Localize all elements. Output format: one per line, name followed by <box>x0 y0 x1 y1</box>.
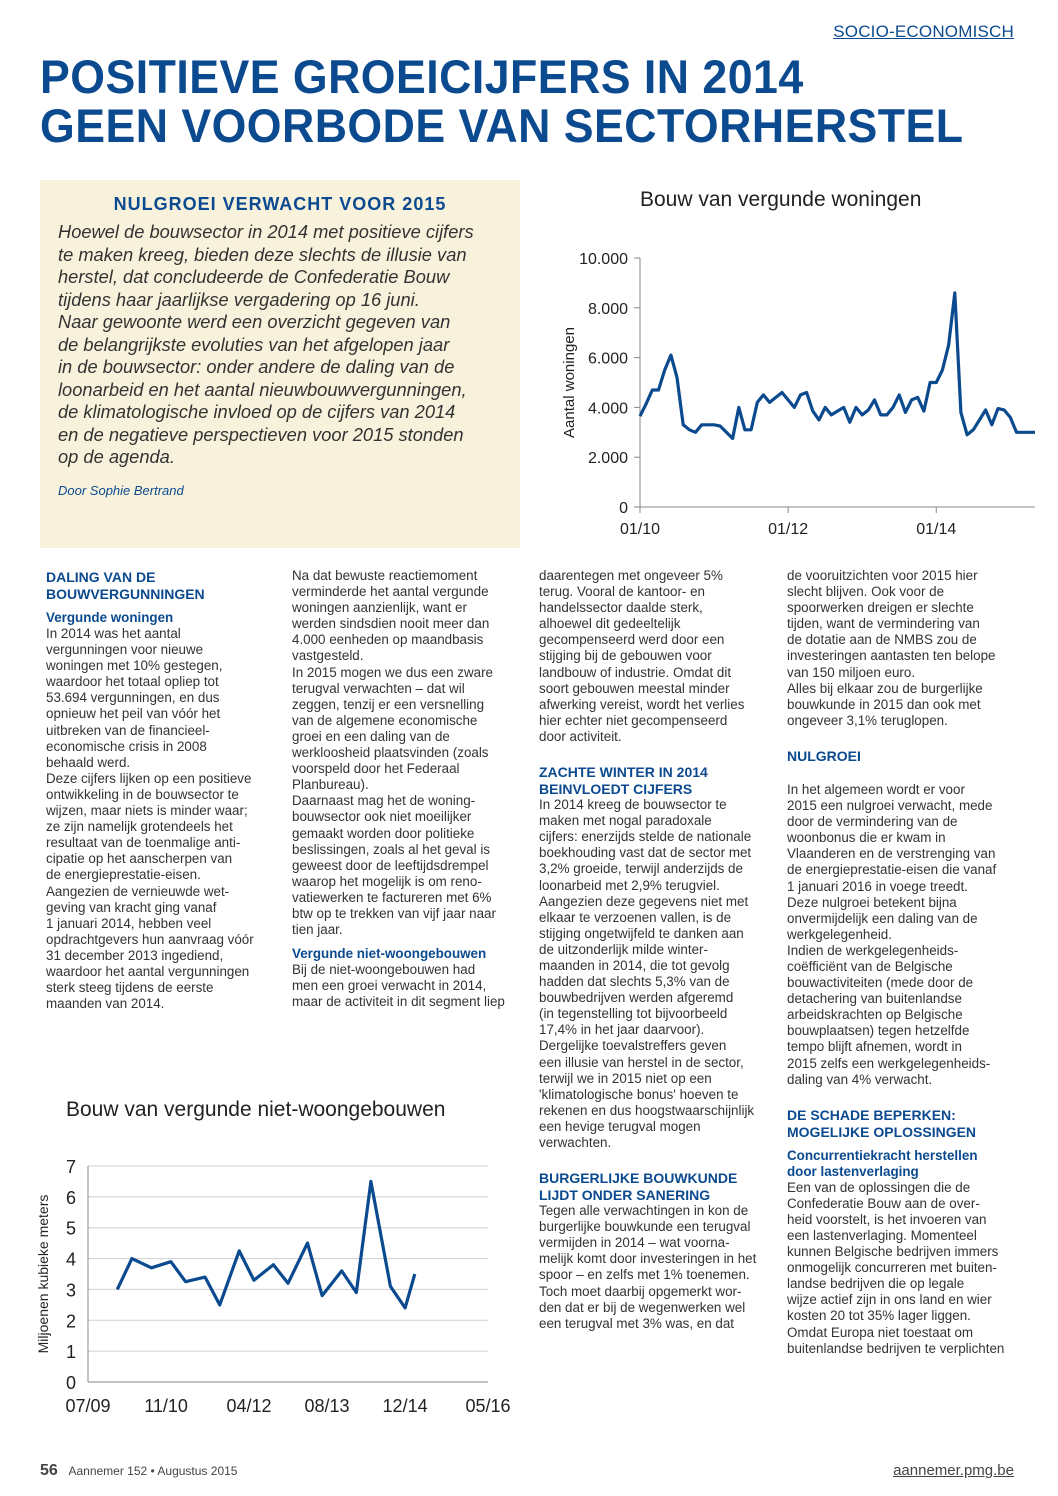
y-tick-label: 1 <box>65 1342 76 1363</box>
body-line: ontwikkeling in de bouwsector te <box>46 786 239 802</box>
body-line: loonarbeid met 2,9% terugviel. <box>539 877 720 893</box>
body-line: 17,4% in het jaar daarvoor). <box>539 1022 705 1038</box>
chart-title-woningen: Bouw van vergunde woningen <box>640 188 922 211</box>
body-line: handelssector daalde sterk, <box>539 600 703 616</box>
body-line: een lastenverlaging. Momenteel <box>787 1228 977 1243</box>
body-line: alhoewel dit gedeeltelijk <box>539 616 681 632</box>
body-line: onvermijdelijk een daling van de <box>787 910 978 926</box>
page-number: 56 <box>40 1462 58 1479</box>
body-line: Dergelijke toevalstreffers geven <box>539 1038 727 1054</box>
section-heading: ZACHTE WINTER IN 2014 <box>539 764 708 781</box>
body-line: hadden dat slechts 5,3% van de <box>539 974 730 990</box>
body-line: van de algemene economische <box>292 712 478 728</box>
body-line: werkgelegenheid. <box>787 926 892 942</box>
byline: Door Sophie Bertrand <box>58 482 184 498</box>
body-line: burgerlijke bouwkunde een terugval <box>539 1219 751 1235</box>
intro-heading: NULGROEI VERWACHT VOOR 2015 <box>113 194 447 214</box>
spacer <box>539 745 759 763</box>
body-line: zeggen, tenzij er een versnelling <box>292 696 485 712</box>
section-heading: BEINVLOEDT CIJFERS <box>539 781 693 798</box>
body-line: cijfers: enerzijds stelde de nationale <box>539 829 752 845</box>
body-line: maanden van 2014. <box>46 996 165 1012</box>
body-line: bouwsector ook niet moeilijker <box>292 809 472 825</box>
y-tick-label: 4 <box>65 1249 76 1270</box>
body-line: Planbureau). <box>292 777 369 793</box>
body-line: boekhouding vast dat de sector met <box>539 845 752 861</box>
article-column-3 <box>539 568 759 1332</box>
body-line: vergunningen voor nieuwe <box>46 642 204 658</box>
body-line: coëfficiënt van de Belgische <box>787 958 953 974</box>
body-line: geweest door de leeftijdsdrempel <box>292 857 489 873</box>
chart-title-niet-woongebouwen: Bouw van vergunde niet-woongebouwen <box>66 1098 446 1121</box>
spacer <box>787 1088 1007 1106</box>
body-line: de energieprestatie-eisen die vanaf <box>787 862 997 878</box>
body-line: (in tegenstelling tot bijvoorbeeld <box>539 1006 728 1022</box>
body-line: de vooruitzichten voor 2015 hier <box>787 568 978 583</box>
title-line-2: GEEN VOORBODE VAN SECTORHERSTEL <box>40 99 964 152</box>
body-line: verminderde het aantal vergunde <box>292 584 489 600</box>
issue-label: Aannemer 152 • Augustus 2015 <box>68 1464 238 1478</box>
section-heading: NULGROEI <box>787 747 861 764</box>
body-line: kunnen Belgische bedrijven immers <box>787 1244 999 1260</box>
body-line: gemaakt worden door politieke <box>292 825 475 841</box>
body-line: 2015 zelfs een werkgelegenheids- <box>787 1055 991 1071</box>
y-axis-label: Miljoenen kubieke meters <box>35 1194 51 1354</box>
section-heading: BURGERLIJKE BOUWKUNDE <box>539 1170 738 1187</box>
intro-line: Naar gewoonte werd een overzicht gegeven van <box>58 311 451 332</box>
body-line: werden sindsdien nooit meer dan <box>292 616 490 632</box>
intro-line: de belangrijkste evoluties van het afgelopen jaar <box>58 333 450 355</box>
body-line: cipatie op het aanscherpen van <box>46 851 233 867</box>
body-line: slecht blijven. Ook voor de <box>787 584 945 600</box>
section-heading: MOGELIJKE OPLOSSINGEN <box>787 1123 977 1140</box>
x-tick-label: 11/10 <box>144 1396 188 1416</box>
body-line: voorspeld door het Federaal <box>292 761 460 777</box>
body-line: een illusie van herstel in de sector, <box>539 1054 744 1070</box>
intro-text <box>58 221 502 469</box>
body-line: 53.694 vergunningen, en dus <box>46 690 220 706</box>
body-line: melijk komt door investeringen in het <box>539 1251 757 1267</box>
body-line: verwachten. <box>539 1135 612 1150</box>
footer-issue <box>40 1462 237 1480</box>
body-line: heid voorstelt, is het invoeren van <box>787 1211 987 1227</box>
body-line: bouwbedrijven werden afgeremd <box>539 990 734 1006</box>
body-line: waardoor het totaal opliep tot <box>46 674 219 690</box>
x-tick-label: 01/12 <box>768 521 809 538</box>
article-column-1 <box>46 568 266 1012</box>
body-line: Confederatie Bouw aan de over- <box>787 1195 980 1211</box>
intro-line: in de bouwsector: onder andere de daling van de <box>58 356 455 377</box>
body-line: bouwkunde in 2015 dan ook met <box>787 696 981 712</box>
body-line: woonbonus die er kwam in <box>787 830 946 846</box>
intro-line: te maken kreeg, bieden deze slechts de illusie van <box>58 243 467 265</box>
body-line: investeringen aantasten ten belope <box>787 648 996 664</box>
y-tick-label: 6.000 <box>587 350 628 368</box>
body-line: sterk steeg tijdens de eerste <box>46 980 214 996</box>
body-line: 31 december 2013 ingediend, <box>46 947 224 963</box>
body-line: spoorwerken dreigen er slechte <box>787 600 974 616</box>
section-heading: DALING VAN DE <box>46 569 156 585</box>
body-line: woningen met 10% gestegen, <box>46 658 223 674</box>
body-line: Toch moet daarbij opgemerkt wor- <box>539 1283 742 1299</box>
body-line: Een van de oplossingen die de <box>787 1179 971 1195</box>
y-tick-label: 6 <box>65 1187 76 1208</box>
body-line: Indien de werkgelegenheids- <box>787 942 959 958</box>
body-line: landbouw of industrie. Omdat dit <box>539 664 732 680</box>
body-line: terug. Vooral de kantoor- en <box>539 584 706 600</box>
body-line: Bij de niet-woongebouwen had <box>292 962 476 978</box>
y-tick-label: 2 <box>65 1311 76 1332</box>
body-line: In 2015 mogen we dus een zware <box>292 664 493 680</box>
body-line: terugval verwachten – dat wil <box>292 680 465 696</box>
page-title <box>40 52 981 150</box>
body-line: behaald werd. <box>46 754 131 770</box>
body-line: 3,2% groeide, terwijl anderzijds de <box>539 861 743 877</box>
intro-line: tijdens haar jaarlijkse vergadering op 16 juni. <box>58 288 420 310</box>
section-heading: BOUWVERGUNNINGEN <box>46 586 205 602</box>
y-tick-label: 3 <box>65 1280 76 1301</box>
y-tick-label: 0 <box>65 1373 76 1393</box>
body-line: tempo blijft afnemen, wordt in <box>787 1039 962 1055</box>
body-line: bouwplaatsen) tegen hetzelfde <box>787 1023 970 1039</box>
body-line: Daarnaast mag het de woning- <box>292 793 476 809</box>
body-line: btw op te trekken van vijf jaar naar <box>292 905 496 921</box>
body-line: opdrachtgevers hun aanvraag vóór <box>46 931 254 947</box>
body-line: Na dat bewuste reactiemoment <box>292 568 478 583</box>
article-column-4 <box>787 568 1007 1357</box>
body-line: bouwactiviteiten (mede door de <box>787 975 974 991</box>
y-tick-label: 10.000 <box>579 251 628 268</box>
series-line <box>640 293 1035 439</box>
body-line: door de vermindering van de <box>787 814 958 830</box>
x-tick-label: 04/12 <box>226 1396 272 1416</box>
body-line: Tegen alle verwachtingen in kon de <box>539 1203 749 1219</box>
y-axis-label: Aantal woningen <box>561 327 578 438</box>
body-line: een hevige terugval mogen <box>539 1118 701 1134</box>
subheading: Vergunde woningen <box>46 610 174 625</box>
body-line: Alles bij elkaar zou de burgerlijke <box>787 680 983 696</box>
subheading: Vergunde niet-woongebouwen <box>292 946 487 962</box>
body-line: rekenen en dus hoogstwaarschijnlijk <box>539 1102 755 1118</box>
x-tick-label: 08/13 <box>304 1396 350 1416</box>
title-line-1: POSITIEVE GROEICIJFERS IN 2014 <box>40 50 804 103</box>
body-line: 1 januari 2014, hebben veel <box>46 915 212 931</box>
chart-woningen <box>548 218 1048 558</box>
x-tick-label: 05/16 <box>465 1396 511 1416</box>
body-line: arbeidskrachten op Belgische <box>787 1007 963 1023</box>
section-heading: LIJDT ONDER SANERING <box>539 1187 711 1204</box>
section-tag: SOCIO-ECONOMISCH <box>833 22 1014 41</box>
body-line: maken met nogal paradoxale <box>539 813 712 829</box>
body-line: de dotatie aan de NMBS zou de <box>787 632 977 648</box>
body-line: stijging ongetwijfeld te danken aan <box>539 925 744 941</box>
body-line: 2015 een nulgroei verwacht, mede <box>787 798 993 814</box>
body-line: Deze nulgroei betekent bijna <box>787 894 957 910</box>
body-line: buitenlandse bedrijven te verplichten <box>787 1340 1005 1356</box>
subheading: Concurrentiekracht herstellen <box>787 1147 978 1163</box>
body-line: maanden in 2014, die tot gevolg <box>539 957 730 973</box>
body-line: vastgesteld. <box>292 648 364 664</box>
body-line: detachering van buitenlandse <box>787 991 962 1007</box>
body-line: ze zijn namelijk grotendeels het <box>46 819 233 835</box>
section-heading: DE SCHADE BEPERKEN: <box>787 1106 956 1123</box>
body-line: door activiteit. <box>539 728 622 744</box>
body-line: hier echter niet gecompenseerd <box>539 712 728 728</box>
series-line <box>117 1181 415 1308</box>
body-line: wijzen, maar niets is minder waar; <box>46 803 248 819</box>
intro-line: de klimatologische invloed op de cijfers van 2014 <box>58 401 456 422</box>
body-line: elkaar te verzoenen vallen, is de <box>539 909 732 925</box>
spacer <box>787 729 1007 747</box>
body-line: soort gebouwen meestal minder <box>539 680 730 696</box>
body-line: ongeveer 3,1% teruglopen. <box>787 712 948 728</box>
body-line: woningen aanzienlijk, want er <box>292 600 467 616</box>
y-tick-label: 0 <box>619 500 628 517</box>
body-line: opnieuw het peil van vóór het <box>46 706 221 722</box>
y-tick-label: 8.000 <box>587 300 628 318</box>
intro-line: Hoewel de bouwsector in 2014 met positieve cijfers <box>58 221 474 242</box>
body-line: terwijl we in 2015 niet op een <box>539 1070 712 1086</box>
body-line: In 2014 was het aantal <box>46 626 181 641</box>
body-line: maar de activiteit in dit segment liep <box>292 994 505 1010</box>
body-line: 1 januari 2016 in voege treedt. <box>787 878 968 894</box>
body-line: uitbreken van de financieel- <box>46 722 210 738</box>
body-line: 4.000 eenheden op maandbasis <box>292 632 484 648</box>
intro-line: op de agenda. <box>58 446 175 467</box>
body-line: Deze cijfers lijken op een positieve <box>46 770 252 786</box>
body-line: wijze actief zijn in ons land en wier <box>787 1292 992 1308</box>
y-tick-label: 4.000 <box>587 400 628 418</box>
body-line: geving van kracht ging vanaf <box>46 899 217 915</box>
body-line: tien jaar. <box>292 922 343 938</box>
body-line: kosten 20 tot 35% lager liggen. <box>787 1308 971 1324</box>
body-line: men een groei verwacht in 2014, <box>292 978 487 994</box>
body-line: Omdat Europa niet toestaat om <box>787 1324 974 1340</box>
body-line: afwerking vereist, wordt het verlies <box>539 696 745 712</box>
body-line: van 150 miljoen euro. <box>787 664 916 680</box>
body-line: onmogelijk concurreren met buiten- <box>787 1260 997 1276</box>
spacer <box>787 764 1007 782</box>
x-tick-label: 12/14 <box>382 1396 428 1416</box>
body-line: daarentegen met ongeveer 5% <box>539 568 723 583</box>
spacer <box>539 1151 759 1169</box>
y-tick-label: 5 <box>65 1218 76 1239</box>
body-line: vermijden in 2014 – wat voorna- <box>539 1235 730 1251</box>
x-tick-label: 01/10 <box>619 521 661 538</box>
body-line: Aangezien deze gegevens niet met <box>539 893 749 909</box>
y-tick-label: 2.000 <box>587 450 628 468</box>
body-line: spoor – en zelfs met 1% toenemen. <box>539 1267 750 1283</box>
article-column-2 <box>292 568 512 1010</box>
body-line: tijden, want de vermindering van <box>787 616 980 632</box>
body-line: landse bedrijven die op legale <box>787 1276 965 1292</box>
body-line: waarop het mogelijk is om reno- <box>292 873 482 889</box>
body-line: waardoor het aantal vergunningen <box>46 963 250 979</box>
body-line: In 2014 kreeg de bouwsector te <box>539 797 727 813</box>
intro-line: en de negatieve perspectieven voor 2015 stonden <box>58 423 464 445</box>
body-line: gecompenseerd werd door een <box>539 632 725 648</box>
body-line: vatiewerken te factureren met 6% <box>292 889 492 905</box>
body-line: werkloosheid plaatsvinden (zoals <box>292 745 489 761</box>
body-line: 'klimatologische bonus' hoeven te <box>539 1086 739 1102</box>
body-line: beslissingen, zoals al het geval is <box>292 841 490 857</box>
body-line: een terugval met 3% was, en dat <box>539 1315 735 1331</box>
body-line: den dat er bij de wegenwerken wel <box>539 1299 746 1315</box>
body-line: Vlaanderen en de verstrenging van <box>787 846 996 862</box>
body-line: In het algemeen wordt er voor <box>787 781 965 797</box>
body-line: economische crisis in 2008 <box>46 738 207 754</box>
body-line: de energieprestatie-eisen. <box>46 867 201 883</box>
x-tick-label: 07/09 <box>65 1396 111 1416</box>
intro-box <box>40 180 520 548</box>
body-line: stijging bij de gebouwen voor <box>539 648 712 664</box>
body-line: resultaat van de toenmalige anti- <box>46 835 241 851</box>
body-line: Aangezien de vernieuwde wet- <box>46 883 230 899</box>
intro-line: herstel, dat concludeerde de Confederatie Bouw <box>58 266 450 287</box>
x-tick-label: 01/14 <box>916 521 957 538</box>
body-line: daling van 4% verwacht. <box>787 1071 933 1087</box>
body-line: de uitzonderlijk milde winter- <box>539 941 708 957</box>
y-tick-label: 7 <box>65 1157 76 1177</box>
body-line: groei en een daling van de <box>292 728 450 744</box>
website-link[interactable]: aannemer.pmg.be <box>893 1462 1014 1479</box>
subheading: door lastenverlaging <box>787 1163 919 1179</box>
chart-niet-woongebouwen <box>20 1138 520 1468</box>
intro-line: loonarbeid en het aantal nieuwbouwvergunningen, <box>58 378 467 400</box>
